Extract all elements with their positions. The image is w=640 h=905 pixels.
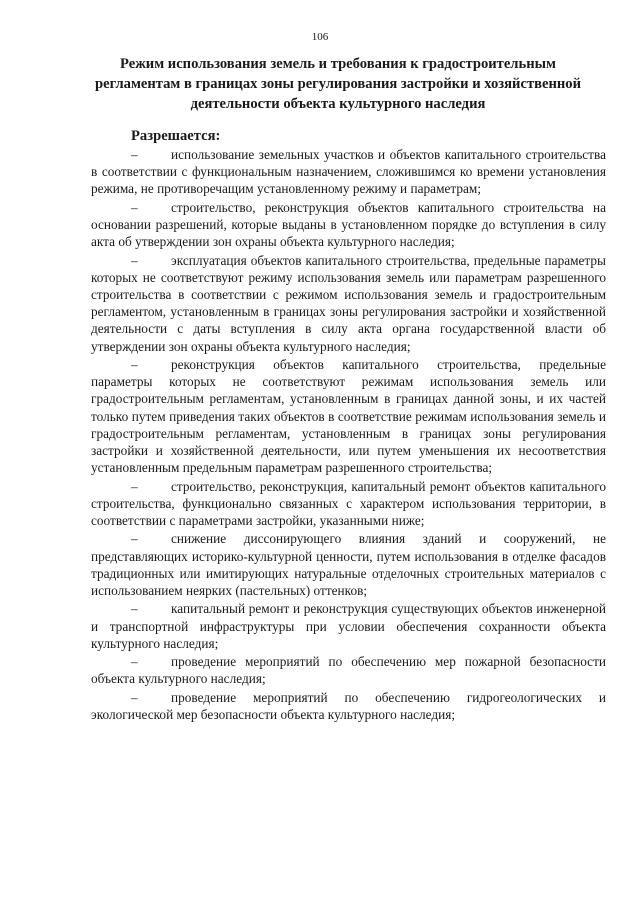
bullet-dash: – xyxy=(131,654,138,670)
list-item xyxy=(91,600,606,652)
list-item-text: проведение мероприятий по обеспечению гидрогеологических и экологической мер безопасности объекта культурного наследия; xyxy=(91,689,606,722)
section-heading: Разрешается: xyxy=(131,128,221,144)
document-title: Режим использования земель и требования к градостроительным регламентам в границах зоны регулирования застройки и хозяйственной деятельности объекта культурного наследия xyxy=(95,56,581,112)
bullet-dash: – xyxy=(131,199,138,215)
list-item xyxy=(91,689,606,723)
bullet-dash: – xyxy=(131,252,138,268)
list-item-text: строительство, реконструкция объектов капитального строительства на основании разрешений, которые выданы в установленном порядке до вступления в силу акта об утверждении зон охраны объекта культурного наследия; xyxy=(91,199,606,250)
list-item-text: использование земельных участков и объектов капитального строительства в соответствии с функциональным назначением, сложившимся ко времени установления режима, не противоречащим установленному режиму и параметрам; xyxy=(91,147,606,197)
list-item-text: строительство, реконструкция, капитальный ремонт объектов капитального строительства, функционально связанных с характером использования территории, в соответствии с параметрами застройки, указанными ниже; xyxy=(91,478,606,529)
list-item-text: реконструкция объектов капитального строительства, предельные параметры которых не соответствуют режимам использования земель или градостроительным регламентам, установленным в границах данной зоны, и их частей только путем приведения таких объектов в соответствие режимам использования земель и градостроительным регламентам, установленным в границах зоны регулирования застройки и хозяйственной деятельности, или путем уменьшения их несоответствия установленным предельным параметрам разрешенного строительства; xyxy=(91,357,606,476)
list-item-text: проведение мероприятий по обеспечению мер пожарной безопасности объекта культурного наследия; xyxy=(91,654,606,687)
permitted-uses-list xyxy=(91,146,606,724)
list-item xyxy=(91,252,606,355)
bullet-dash: – xyxy=(131,478,138,494)
bullet-dash: – xyxy=(131,689,138,705)
bullet-dash: – xyxy=(131,357,138,372)
list-item xyxy=(91,653,606,687)
list-item xyxy=(91,478,606,530)
bullet-dash: – xyxy=(131,531,138,547)
list-item xyxy=(91,530,606,599)
list-item-text: эксплуатация объектов капитального строительства, предельные параметры которых не соответствуют режиму использования земель или параметрам разрешенного строительства в соответствии с режимом использования земель и градостроительным регламентом, установленным в границах зоны регулирования застройки и хозяйственной деятельности с даты вступления в силу акта органа государственной власти об утверждении зон охраны объекта культурного наследия; xyxy=(91,252,606,354)
list-item xyxy=(91,146,606,198)
page-number: 106 xyxy=(311,31,329,43)
list-item xyxy=(91,356,606,476)
bullet-dash: – xyxy=(131,601,138,617)
list-item-text: снижение диссонирующего влияния зданий и сооружений, не представляющих историко-культурной ценности, путем использования в отделке фасадов традиционных или имитирующих натуральные отделочных строительных материалов с использованием неярких (пастельных) оттенков; xyxy=(91,531,606,599)
bullet-dash: – xyxy=(131,147,138,162)
list-item xyxy=(91,199,606,251)
list-item-text: капитальный ремонт и реконструкция существующих объектов инженерной и транспортной инфраструктуры при условии обеспечения сохранности объекта культурного наследия; xyxy=(91,601,606,651)
